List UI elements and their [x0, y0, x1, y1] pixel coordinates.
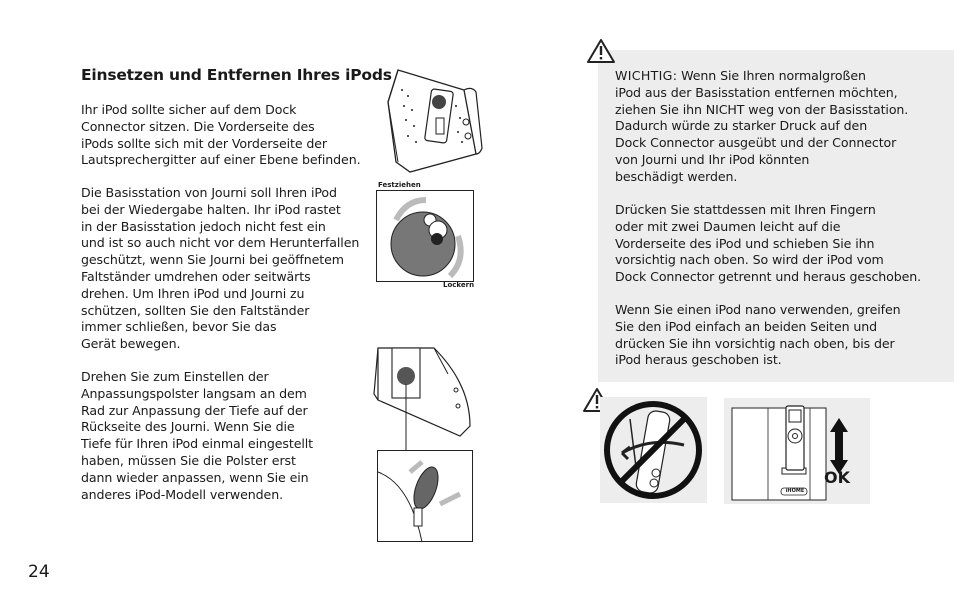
warning-text-3: Wenn Sie einen iPod nano verwenden, greifen Sie den iPod einfach an beiden Seiten und drücken Sie ihn vorsichtig nach oben, bis der iPod heraus geschoben ist. [615, 302, 901, 368]
label-loosen: Lockern [443, 281, 475, 289]
speaker-dock-illustration [376, 62, 486, 174]
paragraph-adjustment-pads: Drehen Sie zum Einstellen der Anpassungspolster langsam an dem Rad zur Anpassung der Tiefe auf der Rückseite des Journi. Wenn Sie die Tiefe für Ihren iPod einmal eingestellt haben, müssen Sie die Polster erst dann wieder anpassen, wenn Sie ein anderes iPod-Modell verwenden. [81, 369, 313, 502]
warning-text-1-body: Wenn Sie Ihren normalgroßen iPod aus der Basisstation entfernen möchten, ziehen Sie ihn NICHT weg von der Basisstation. Dadurch würde zu starker Druck auf den Dock Connector ausgeübt und der Connector von Journi und Ihr iPod könnten beschädigt werden. [615, 68, 909, 184]
paragraph-dock-connector: Ihr iPod sollte sicher auf dem Dock Connector sitzen. Die Vorderseite des iPods sollte sich mit der Vorderseite der Lautsprechergitter auf einer Ebene befinden. [81, 102, 361, 168]
depth-dial-illustration [376, 190, 474, 282]
warning-triangle-icon [586, 38, 616, 64]
warning-lead: WICHTIG: [615, 68, 678, 83]
warning-text-2: Drücken Sie stattdessen mit Ihren Fingern oder mit zwei Daumen leicht auf die Vorderseite des iPod und schieben Sie ihn vorsichtig nach oben. So wird der iPod vom Dock Connector getrennt und heraus geschoben. [615, 202, 922, 285]
label-tighten: Festziehen [378, 181, 421, 189]
correct-removal-illustration [724, 398, 870, 504]
paragraph-base-station: Die Basisstation von Journi soll Ihren iPod bei der Wiedergabe halten. Ihr iPod rastet in der Basisstation jedoch nicht fest ein und ist so auch nicht vor dem Herunterfallen geschützt, wenn Sie Journi bei geöffnetem Faltständer umdrehen oder seitwärts drehen. Um Ihren iPod und Journi zu schützen, sollten Sie den Faltständer immer schließen, bevor Sie das Gerät bewegen. [81, 185, 360, 352]
ok-label: OK [824, 468, 850, 487]
do-not-pull-illustration [600, 397, 707, 503]
section-heading: Einsetzen und Entfernen Ihres iPods [81, 66, 392, 84]
dock-back-illustration [370, 344, 474, 544]
warning-text-1 [615, 68, 908, 186]
page-number: 24 [28, 562, 50, 582]
device-brand-label: iHOME [785, 488, 805, 494]
